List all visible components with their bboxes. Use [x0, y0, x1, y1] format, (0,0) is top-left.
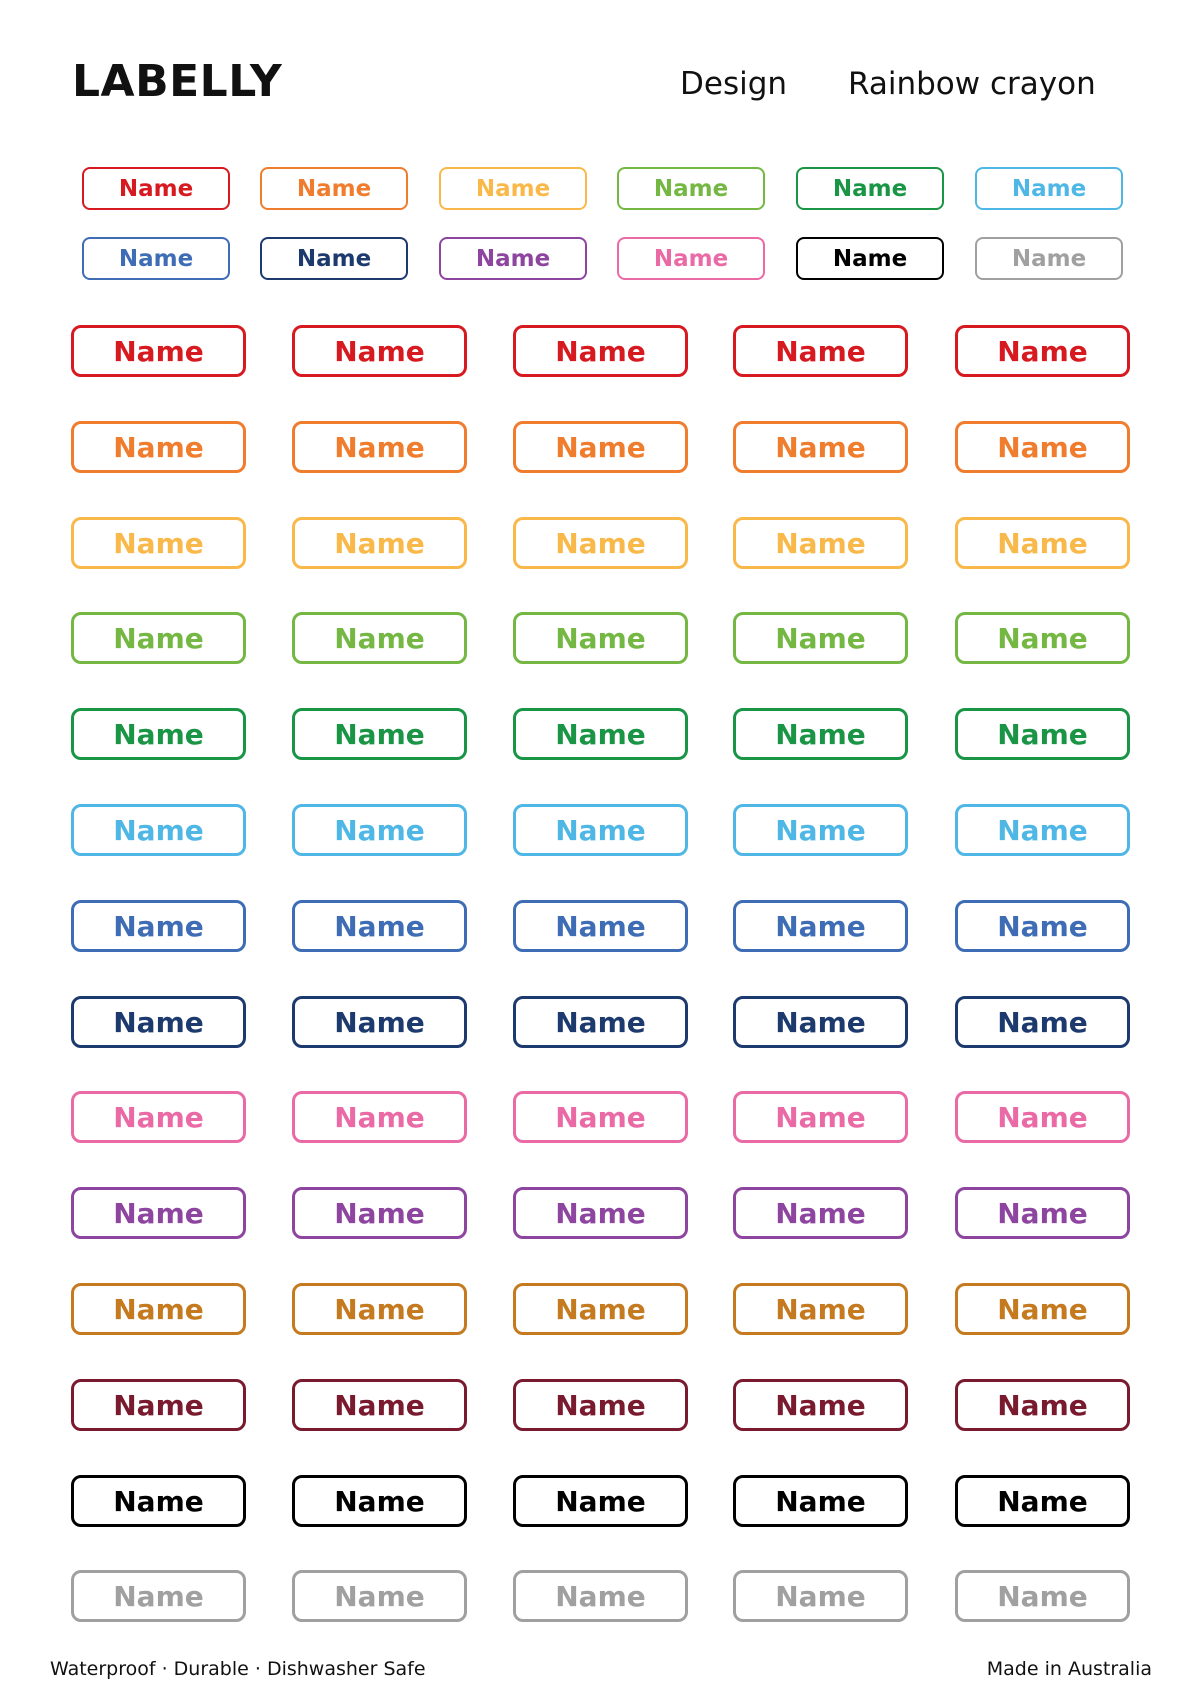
name-label: Name — [733, 900, 908, 952]
name-label: Name — [292, 1187, 467, 1239]
name-label: Name — [439, 237, 587, 280]
footer-origin: Made in Australia — [986, 1658, 1152, 1680]
name-label: Name — [513, 1475, 688, 1527]
name-label: Name — [733, 1283, 908, 1335]
name-label: Name — [617, 237, 765, 280]
name-label: Name — [292, 421, 467, 473]
name-label: Name — [71, 1475, 246, 1527]
name-label: Name — [513, 1187, 688, 1239]
name-label: Name — [292, 517, 467, 569]
name-label: Name — [617, 167, 765, 210]
name-label: Name — [955, 1091, 1130, 1143]
name-label: Name — [513, 612, 688, 664]
name-label: Name — [955, 612, 1130, 664]
name-label: Name — [71, 900, 246, 952]
name-label: Name — [513, 996, 688, 1048]
name-label: Name — [71, 996, 246, 1048]
name-label: Name — [292, 612, 467, 664]
name-label: Name — [513, 1379, 688, 1431]
name-label: Name — [733, 1475, 908, 1527]
name-label: Name — [292, 996, 467, 1048]
name-label: Name — [513, 1283, 688, 1335]
name-label: Name — [955, 421, 1130, 473]
name-label: Name — [955, 517, 1130, 569]
name-label: Name — [71, 1091, 246, 1143]
name-label: Name — [513, 900, 688, 952]
name-label: Name — [82, 167, 230, 210]
name-label: Name — [71, 612, 246, 664]
name-label: Name — [292, 1570, 467, 1622]
name-label: Name — [71, 1187, 246, 1239]
name-label: Name — [82, 237, 230, 280]
name-label: Name — [292, 708, 467, 760]
name-label: Name — [292, 900, 467, 952]
name-label: Name — [733, 421, 908, 473]
name-label: Name — [71, 421, 246, 473]
name-label: Name — [513, 325, 688, 377]
name-label: Name — [71, 708, 246, 760]
name-label: Name — [955, 708, 1130, 760]
name-label: Name — [955, 1283, 1130, 1335]
name-label: Name — [71, 1570, 246, 1622]
name-label: Name — [292, 804, 467, 856]
design-name: Rainbow crayon — [848, 66, 1096, 102]
name-label: Name — [71, 517, 246, 569]
name-label: Name — [733, 612, 908, 664]
name-label: Name — [292, 1091, 467, 1143]
name-label: Name — [733, 1379, 908, 1431]
name-label: Name — [955, 900, 1130, 952]
name-label: Name — [260, 237, 408, 280]
name-label: Name — [513, 1570, 688, 1622]
name-label: Name — [513, 517, 688, 569]
brand-logo: LABELLY — [72, 56, 283, 107]
name-label: Name — [71, 325, 246, 377]
design-label: Design — [680, 66, 788, 102]
name-label: Name — [292, 1475, 467, 1527]
name-label: Name — [260, 167, 408, 210]
name-label: Name — [975, 167, 1123, 210]
footer-features: Waterproof · Durable · Dishwasher Safe — [50, 1658, 426, 1680]
name-label: Name — [955, 996, 1130, 1048]
name-label: Name — [292, 325, 467, 377]
name-label: Name — [955, 1187, 1130, 1239]
name-label: Name — [955, 804, 1130, 856]
name-label: Name — [513, 804, 688, 856]
name-label: Name — [796, 237, 944, 280]
name-label: Name — [955, 1570, 1130, 1622]
name-label: Name — [71, 1379, 246, 1431]
name-label: Name — [439, 167, 587, 210]
name-label: Name — [71, 804, 246, 856]
name-label: Name — [733, 996, 908, 1048]
name-label: Name — [733, 804, 908, 856]
name-label: Name — [513, 1091, 688, 1143]
name-label: Name — [513, 421, 688, 473]
name-label: Name — [733, 1091, 908, 1143]
name-label: Name — [292, 1379, 467, 1431]
name-label: Name — [733, 1187, 908, 1239]
name-label: Name — [733, 1570, 908, 1622]
name-label: Name — [796, 167, 944, 210]
name-label: Name — [955, 1379, 1130, 1431]
name-label: Name — [292, 1283, 467, 1335]
name-label: Name — [955, 325, 1130, 377]
name-label: Name — [733, 325, 908, 377]
name-label: Name — [955, 1475, 1130, 1527]
name-label: Name — [513, 708, 688, 760]
name-label: Name — [733, 708, 908, 760]
name-label: Name — [71, 1283, 246, 1335]
name-label: Name — [733, 517, 908, 569]
name-label: Name — [975, 237, 1123, 280]
